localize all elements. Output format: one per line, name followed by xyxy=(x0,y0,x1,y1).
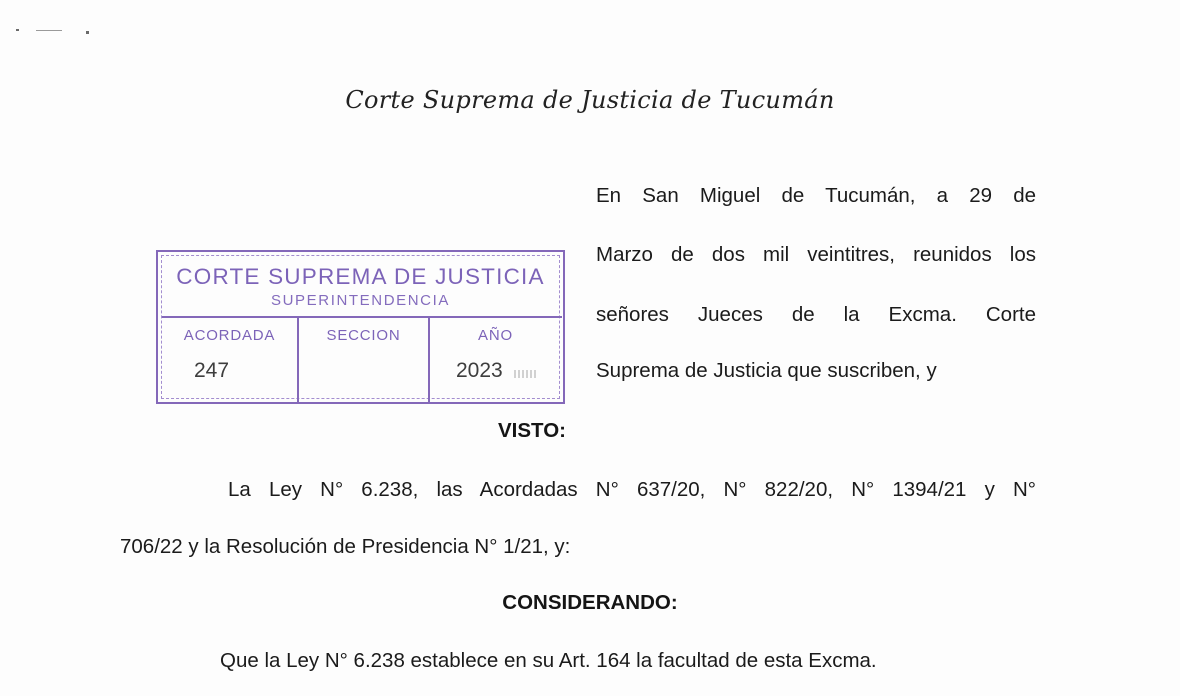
visto-paragraph-line: 706/22 y la Resolución de Presidencia N° 1/21, y: xyxy=(120,535,571,558)
stamp-divider xyxy=(162,316,562,318)
stamp-acordada-label: ACORDADA xyxy=(183,327,276,344)
visto-paragraph-line: La Ley N° 6.238, las Acordadas N° 637/20, N° 822/20, N° 1394/21 y N° xyxy=(228,478,1036,501)
stamp-acordada-value: 247 xyxy=(194,359,230,382)
intro-line: Suprema de Justicia que suscriben, y xyxy=(596,359,937,382)
intro-line: señores Jueces de la Excma. Corte xyxy=(596,303,1036,326)
stamp-anio-value: 2023 xyxy=(456,359,503,382)
ink-smudge xyxy=(514,370,538,378)
stamp-title: CORTE SUPREMA DE JUSTICIA xyxy=(176,264,545,289)
superintendencia-stamp xyxy=(156,250,565,404)
stamp-subtitle: SUPERINTENDENCIA xyxy=(271,292,450,309)
intro-line: Marzo de dos mil veintitres, reunidos los xyxy=(596,243,1036,266)
intro-line: En San Miguel de Tucumán, a 29 de xyxy=(596,184,1036,207)
scan-artifact xyxy=(14,28,94,34)
stamp-seccion-label: SECCION xyxy=(326,327,401,344)
visto-heading: VISTO: xyxy=(498,419,566,442)
court-header: Corte Suprema de Justicia de Tucumán xyxy=(345,86,835,114)
considerando-paragraph-line: Que la Ley N° 6.238 establece en su Art. 164 la facultad de esta Excma. xyxy=(220,649,877,672)
stamp-anio-label: AÑO xyxy=(478,327,513,344)
considerando-heading: CONSIDERANDO: xyxy=(502,591,678,614)
